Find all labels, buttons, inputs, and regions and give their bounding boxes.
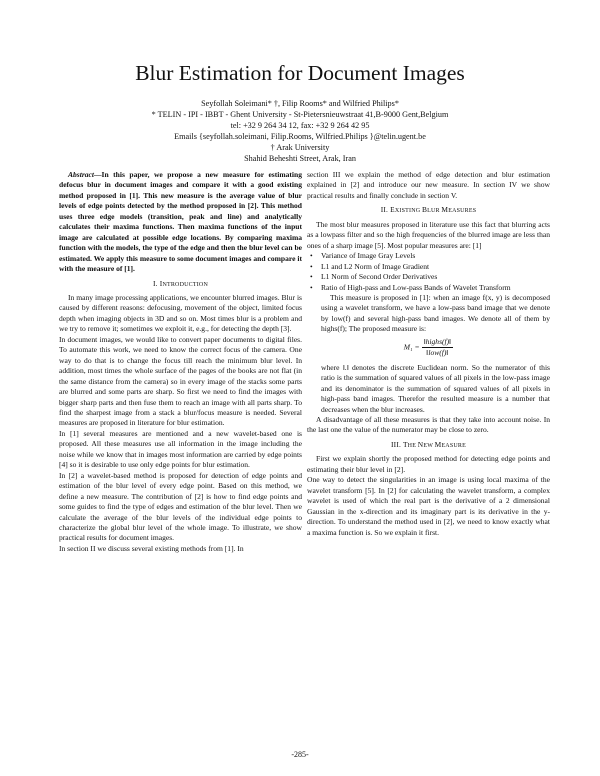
list-item: • L1 Norm of Second Order Derivatives	[307, 272, 550, 282]
abstract-text: —In this paper, we propose a new measure for estimating defocus blur in document images and compare it with a good existing method proposed in [1]. This new measure is the average value of blur levels of edge points detected by the method proposed in [2]. This method uses three edge models (transition, peak and line) and analytically calculates their maxima functions. Then maxima functions of the input image are calculated at possible edge locations. By comparing maxima function with the models, the type of the edge and then the blur level can be estimated. We apply this measure to some document images and compare it with the measure of [1].	[59, 170, 302, 274]
section-heading-existing-measures: II. EXISTING BLUR MEASURES	[380, 205, 477, 215]
formula-denominator: ‖low(f)‖	[426, 348, 449, 358]
formula-lhs: M₁ =	[403, 342, 420, 352]
formula-numerator: ‖highs(f)‖	[422, 337, 454, 348]
contact-line: tel: +32 9 264 34 12, fax: +32 9 264 42 95	[230, 121, 370, 130]
section-heading-new-measure: III. THE NEW MEASURE	[391, 439, 466, 449]
affiliation-arak: † Arak University	[270, 143, 330, 152]
affiliation-address: Shahid Beheshti Street, Arak, Iran	[244, 154, 356, 163]
paragraph: In [2] a wavelet-based method is proposed for detection of edge points and estimation of the blur level of every edge point. Based on this method, we define a new measure. The contribution of [2] is how to find edge points and some guides to find the type of edges and estimation of the blur level. Then we calculate the average of the blur levels of the individual edge points to characterize the global blur level of the whole image. To illustrate, we show practical results for document images.	[59, 470, 302, 543]
list-item: • Ratio of High-pass and Low-pass Bands of Wavelet Transform	[307, 283, 550, 293]
paragraph: In section II we discuss several existing methods from [1]. In	[59, 543, 244, 553]
paragraph: In document images, we would like to convert paper documents to digital files. To automate this work, we need to know the correct focus of the camera. One way to do that is to change the focus till reach the minimum blur level. In addition, most times the whole surface of the pages of the books are not flat (in the same distance from the camera) so in every image of the stacks some parts are blurred and some parts are sharp. So first we need to find the images with bigger sharp parts and then fuse them to reach an image with all parts sharp. To find the sharpest image from a stack a blur/focus measure is needed. Several measures are proposed in literature for blur estimation.	[59, 334, 302, 428]
abstract	[59, 170, 302, 275]
paragraph: In many image processing applications, we encounter blurred images. Blur is caused by different reasons: defocusing, movement of the object, limited focus depth when imaging objects in 3D and so on. Most times blur is a problem and we try to remove it; sometimes we exploit it, e.g., for detecting the depth [3].	[59, 292, 302, 334]
paragraph: section III we explain the method of edge detection and blur estimation explained in [2] and introduce our new measure. In section IV we show practical results and finally conclude in section V.	[307, 170, 550, 200]
right-column	[307, 170, 550, 538]
paragraph: In [1] several measures are mentioned and a new wavelet-based one is proposed. All these measures use all information in the image including the noise while we know that in images most information are carried by edge points [4] so it is desirable to use only edge points for blur estimation.	[59, 428, 302, 470]
list-item: • Variance of Image Gray Levels	[307, 251, 550, 261]
list-item: • L1 and L2 Norm of Image Gradient	[307, 262, 550, 272]
paragraph: The most blur measures proposed in literature use this fact that blurring acts as a lowpass filter and so the high frequencies of the blurred image are less than ones of a sharp image [5]. Most popular measures are: [1]	[307, 219, 550, 250]
affiliation-ghent: * TELIN - IPI - IBBT - Ghent University - St-Pietersnieuwstraat 41,B-9000 Gent,Belgium	[151, 110, 449, 119]
measure-list	[307, 251, 550, 293]
email-line: Emails {seyfollah.soleimani, Filip.Rooms, Wilfried.Philips }@telin.ugent.be	[174, 132, 426, 141]
paragraph: One way to detect the singularities in an image is using local maxima of the wavelet transform [5]. In [2] for calculating the wavelet transform, a complex wavelet is used of which the real part is the derivative of a 2 dimensional Gaussian in the x-direction and its imaginary part is its derivative in the y-direction. To understand the method used in [2], we need to know exactly what a maxima function is. So we explain it first.	[307, 475, 550, 537]
page-number: -285-	[291, 750, 309, 759]
formula-m1	[307, 337, 550, 359]
section-heading-introduction: I. INTRODUCTION	[153, 278, 208, 288]
left-column	[59, 170, 302, 554]
measure-description: This measure is proposed in [1]: when an image f(x, y) is decomposed using a wavelet transform, we have a low-pass band image that we denote by low(f) and several high-pass band images. We denote all of them by highs(f); The proposed measure is:	[321, 292, 550, 334]
formula-fraction	[422, 337, 454, 359]
abstract-label: Abstract	[68, 170, 94, 179]
author-list: Seyfollah Soleimani* †, Filip Rooms* and Wilfried Philips*	[201, 99, 399, 108]
paper-title: Blur Estimation for Document Images	[135, 61, 465, 85]
paragraph: First we explain shortly the proposed method for detecting edge points and estimating their blur level in [2].	[307, 454, 550, 474]
formula-explanation: where ‖.‖ denotes the discrete Euclidean norm. So the numerator of this ratio is the summation of squared values of all pixels in the low-pass image and its denominator is the summation of squared values of all pixels in high-pass band images. Therefor the resulted measure is a number that decreases when the blur increases.	[321, 362, 550, 414]
paragraph: A disadvantage of all these measures is that they take into account noise. In the last one the value of the numerator may be close to zero.	[307, 414, 550, 435]
